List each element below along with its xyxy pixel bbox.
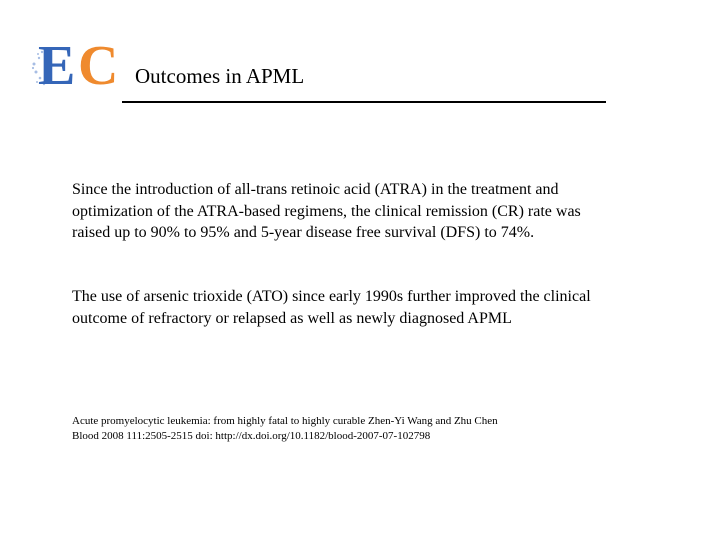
citation <box>72 414 632 444</box>
citation-line-1: Acute promyelocytic leukemia: from highly fatal to highly curable Zhen-Yi Wang and Zhu Chen <box>72 415 498 427</box>
logo-letter-e: E <box>38 35 76 97</box>
citation-line-2: Blood 2008 111:2505-2515 doi: http://dx.doi.org/10.1182/blood-2007-07-102798 <box>72 430 431 442</box>
slide-title: Outcomes in APML <box>135 64 305 88</box>
logo-letter-c: C <box>78 35 119 97</box>
ec-logo <box>30 35 130 98</box>
title-underline <box>122 101 606 103</box>
paragraph-atra-outcomes: Since the introduction of all-trans retinoic acid (ATRA) in the treatment and optimization of the ATRA-based regimens, the clinical remission (CR) rate was raised up to 90% to 95% and 5-year disease free survival (DFS) to 74%. <box>72 181 581 241</box>
paragraph-ato-outcomes: The use of arsenic trioxide (ATO) since early 1990s further improved the clinical outcome of refractory or relapsed as well as newly diagnosed APML <box>72 288 591 327</box>
